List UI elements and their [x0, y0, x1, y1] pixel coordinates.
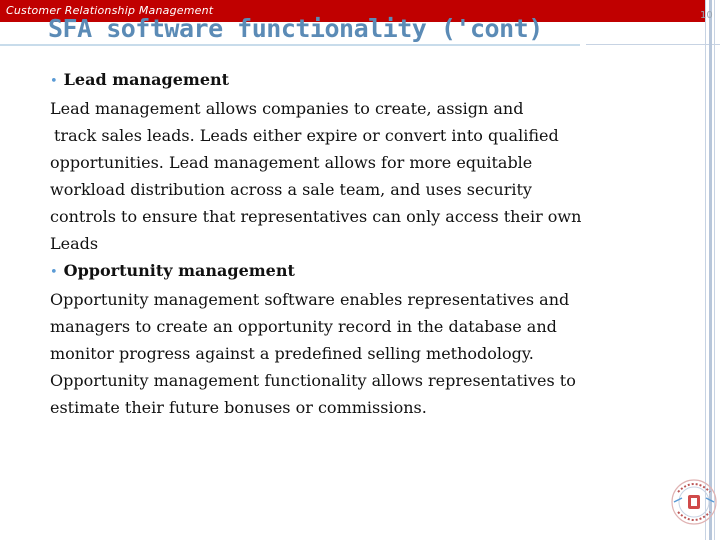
- page-number: 10: [700, 10, 713, 21]
- university-seal-icon: [668, 468, 720, 532]
- body-line: managers to create an opportunity record in the database and: [50, 317, 557, 336]
- bullet-heading: • Lead management: [50, 70, 230, 89]
- header-label: Customer Relationship Management: [6, 4, 214, 17]
- bullet-icon: •: [50, 265, 58, 280]
- body-line: workload distribution across a sale team, and uses security: [50, 180, 532, 199]
- title-underline: [0, 44, 580, 46]
- body-line: estimate their future bonuses or commissions.: [50, 398, 427, 417]
- body-line: Leads: [50, 234, 99, 253]
- body-line: monitor progress against a predefined selling methodology.: [50, 344, 534, 363]
- body-line: track sales leads. Leads either expire or convert into qualified: [54, 126, 559, 145]
- body-line: Opportunity management functionality allows representatives to: [50, 371, 576, 390]
- body-line: Lead management allows companies to create, assign and: [50, 99, 524, 118]
- bullet-heading: • Opportunity management: [50, 261, 295, 280]
- right-border-decoration: [700, 0, 720, 540]
- body-line: controls to ensure that representatives can only access their own: [50, 207, 582, 226]
- body-line: opportunities. Lead management allows for more equitable: [50, 153, 533, 172]
- bullet-icon: •: [50, 74, 58, 89]
- body-line: Opportunity management software enables representatives and: [50, 290, 570, 309]
- slide-title: SFA software functionality ('cont): [48, 14, 543, 43]
- slide-body: [50, 66, 650, 421]
